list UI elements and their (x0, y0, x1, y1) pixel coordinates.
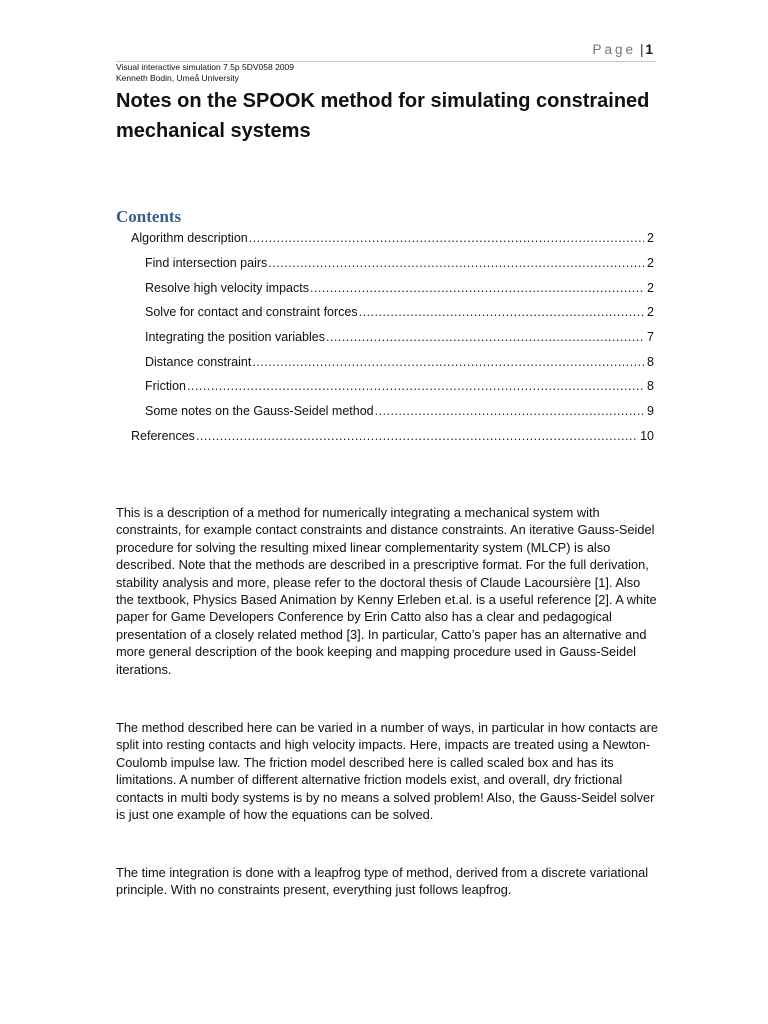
toc-entry-label: Some notes on the Gauss-Seidel method (145, 404, 374, 418)
toc-leader-dots (187, 379, 644, 393)
toc-entry-page: 9 (647, 404, 654, 418)
toc-entry-label: Resolve high velocity impacts (145, 281, 309, 295)
toc-entry-find-intersection-pairs[interactable] (145, 256, 654, 274)
paragraph-method-variations: The method described here can be varied in a number of ways, in particular in how contacts are split into resting contacts and high velocity impacts. Here, impacts are treated using a Newton-Coulomb impulse law. The friction model described here is called scaled box and has its limitations. A number of different alternative friction models exist, and overall, dry frictional contacts in multi body systems is by no means a solved problem! Also, the Gauss-Seidel solver is just one example of how the equations can be solved. (116, 720, 659, 823)
toc-entry-label: Integrating the position variables (145, 330, 325, 344)
toc-entry-solve-for-contact-forces[interactable] (145, 305, 654, 323)
paragraph-time-integration: The time integration is done with a leapfrog type of method, derived from a discrete variational principle. With no constraints present, everything just follows leapfrog. (116, 865, 649, 898)
page-separator: | (639, 42, 644, 57)
toc-entry-page: 8 (647, 379, 654, 393)
toc-entry-label: References (131, 429, 195, 443)
page-number: 1 (645, 42, 653, 57)
toc-leader-dots (196, 429, 637, 443)
toc-entry-algorithm-description[interactable] (131, 231, 654, 249)
toc-entry-label: Solve for contact and constraint forces (145, 305, 358, 319)
page-number-label (592, 42, 653, 57)
toc-entry-label: Algorithm description (131, 231, 248, 245)
toc-entry-page: 10 (640, 429, 654, 443)
toc-entry-distance-constraint[interactable] (145, 355, 654, 373)
toc-entry-page: 8 (647, 355, 654, 369)
toc-leader-dots (249, 231, 644, 245)
paragraph-introduction: This is a description of a method for numerically integrating a mechanical system with constraints, for example contact constraints and distance constraints. An iterative Gauss-Seidel procedure for solving the resulting mixed linear complementarity system (MLCP) is also described. Note that the methods are described in a prescriptive format. For the full derivation, stability analysis and more, please refer to the doctoral thesis of Claude Lacoursière [1]. Also the textbook, Physics Based Animation by Kenny Erleben et.al. is a useful reference [2]. A white paper for Game Developers Conference by Erin Catto also has a clear and pedagogical presentation of a closely related method [3]. In particular, Catto’s paper has an alternative and more general description of the book keeping and mapping procedure used in Gauss-Seidel iterations. (116, 505, 657, 677)
toc-leader-dots (252, 355, 644, 369)
document-title: Notes on the SPOOK method for simulating constrained mechanical systems (116, 90, 650, 142)
toc-entry-integrating-position-variables[interactable] (145, 330, 654, 348)
toc-entry-page: 2 (647, 256, 654, 270)
toc-entry-page: 2 (647, 231, 654, 245)
toc-entry-page: 7 (647, 330, 654, 344)
toc-entry-page: 2 (647, 281, 654, 295)
toc-leader-dots (268, 256, 644, 270)
toc-entry-page: 2 (647, 305, 654, 319)
toc-entry-label: Find intersection pairs (145, 256, 268, 270)
toc-entry-gauss-seidel-notes[interactable] (145, 404, 654, 422)
toc-entry-resolve-high-velocity-impacts[interactable] (145, 281, 654, 299)
author-line: Kenneth Bodin, Umeå University (116, 73, 239, 83)
toc-leader-dots (326, 330, 644, 344)
toc-entry-label: Distance constraint (145, 355, 252, 369)
contents-heading: Contents (116, 207, 182, 226)
toc-entry-friction[interactable] (145, 379, 654, 397)
toc-leader-dots (375, 404, 644, 418)
toc-entry-label: Friction (145, 379, 186, 393)
toc-leader-dots (310, 281, 644, 295)
course-line: Visual interactive simulation 7.5p 5DV058 2009 (116, 62, 294, 72)
page-word: Page (592, 42, 636, 57)
toc-leader-dots (359, 305, 644, 319)
toc-entry-references[interactable] (131, 429, 654, 447)
